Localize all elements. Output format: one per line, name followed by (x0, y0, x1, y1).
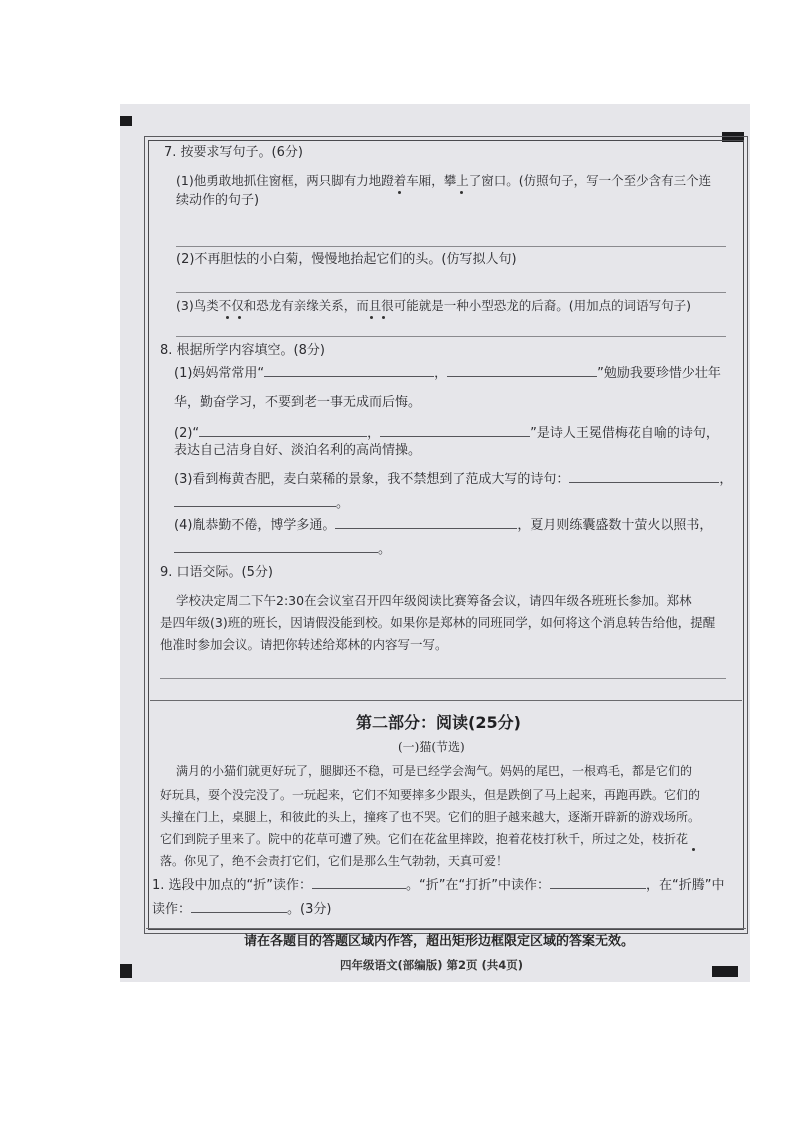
q8-part4-text-a: (4)胤恭勤不倦，博学多通。 (174, 518, 336, 533)
blank-input[interactable] (335, 516, 517, 529)
answer-area-notice: 请在各题目的答题区域内作答，超出矩形边框限定区域的答案无效。 (244, 934, 635, 949)
reading-q1-text-a: 1. 选段中加点的“折”读作： (152, 878, 313, 893)
reading-q1-line2 (152, 900, 331, 919)
blank-input[interactable] (199, 424, 367, 437)
page-footer: 四年级语文(部编版) 第2页 (共4页) (340, 958, 524, 972)
emphasis-dot (460, 191, 463, 194)
section-divider (150, 700, 742, 701)
notice-divider (146, 928, 746, 929)
passage-subtitle: (一)猫(节选) (398, 740, 465, 754)
emphasis-dot (226, 316, 229, 319)
q8-part2-text-a: (2)“ (174, 426, 200, 441)
blank-input[interactable] (569, 470, 719, 483)
registration-mark-bottom-right (712, 966, 738, 977)
q8-part3-text: (3)看到梅黄杏肥，麦白菜稀的景象，我不禁想到了范成大写的诗句： (174, 472, 570, 487)
emphasis-dot (382, 316, 385, 319)
comma: ， (719, 472, 733, 487)
blank-input[interactable] (174, 494, 336, 507)
reading-q1-text-d: 读作： (152, 902, 192, 917)
answer-line (160, 678, 726, 679)
q7-part1-line1: (1)他勇敢地抓住窗框，两只脚有力地蹬着车厢，攀上了窗口。(仿照句子，写一个至少含有三个连 (176, 173, 712, 188)
reading-q1-text-b: 。“折”在“打折”中读作： (406, 878, 550, 893)
q8-part1-text-a: (1)妈妈常常用“ (174, 366, 265, 381)
q9-line1: 学校决定周二下午2:30在会议室召开四年级阅读比赛筹备会议，请四年级各班班长参加。郑林 (176, 593, 692, 608)
registration-mark-top-left (120, 116, 132, 126)
passage-line: 头撞在门上，桌腿上，和彼此的头上，撞疼了也不哭。它们的胆子越来越大，逐渐开辟新的游戏场所。 (160, 810, 701, 824)
blank-input[interactable] (264, 364, 434, 377)
q8-part2-text-b: ”是诗人王冕借梅花自喻的诗句， (530, 426, 719, 441)
period: 。 (336, 496, 350, 511)
comma: ， (434, 366, 448, 381)
q8-part2-line1 (174, 424, 719, 443)
q7-part3: (3)鸟类不仅和恐龙有亲缘关系，而且很可能就是一种小型恐龙的后裔。(用加点的词语写句子) (176, 298, 691, 313)
q8-part4-line2 (174, 540, 391, 559)
q8-heading: 8. 根据所学内容填空。(8分) (160, 343, 325, 358)
q7-part1-line2: 续动作的句子) (176, 193, 260, 208)
blank-input[interactable] (550, 876, 646, 889)
passage-line: 落。你见了，绝不会责打它们，它们是那么生气勃勃，天真可爱！ (160, 854, 509, 868)
q8-part3-line2 (174, 494, 349, 513)
blank-input[interactable] (312, 876, 406, 889)
answer-line (176, 292, 726, 293)
emphasis-dot (370, 316, 373, 319)
reading-q1-text-e: 。(3分) (287, 902, 332, 917)
passage-line: 它们到院子里来了。院中的花草可遭了殃。它们在花盆里摔跤，抱着花枝打秋千，所过之处，枝折花 (160, 832, 689, 846)
q9-line2: 是四年级(3)班的班长，因请假没能到校。如果你是郑林的同班同学，如何将这个消息转告给他，提醒 (160, 615, 716, 630)
blank-input[interactable] (447, 364, 597, 377)
emphasis-dot (238, 316, 241, 319)
blank-input[interactable] (191, 900, 287, 913)
blank-input[interactable] (174, 540, 378, 553)
q8-part1-line1 (174, 364, 721, 383)
reading-q1-line1 (152, 876, 724, 895)
period: 。 (378, 542, 392, 557)
answer-line (176, 246, 726, 247)
blank-input[interactable] (380, 424, 530, 437)
q8-part3-line1 (174, 470, 732, 489)
registration-mark-bottom-left (120, 964, 132, 978)
q9-heading: 9. 口语交际。(5分) (160, 565, 273, 580)
q7-part2: (2)不再胆怯的小白菊，慢慢地抬起它们的头。(仿写拟人句) (176, 252, 517, 267)
q8-part4-text-b: ，夏月则练囊盛数十萤火以照书， (517, 518, 713, 533)
q8-part1-text-b: ”勉励我要珍惜少壮年 (597, 366, 721, 381)
passage-line: 满月的小猫们就更好玩了，腿脚还不稳，可是已经学会淘气。妈妈的尾巴，一根鸡毛，都是它们的 (176, 764, 693, 778)
emphasis-dot (398, 191, 401, 194)
emphasis-dot (692, 848, 695, 851)
reading-q1-text-c: ，在“折腾”中 (645, 878, 725, 893)
q9-line3: 他准时参加会议。请把你转述给郑林的内容写一写。 (160, 637, 448, 652)
passage-line: 好玩具，耍个没完没了。一玩起来，它们不知要摔多少跟头，但是跌倒了马上起来，再跑再跌。它们的 (160, 788, 701, 802)
q8-part1-line2: 华，勤奋学习，不要到老一事无成而后悔。 (174, 395, 422, 410)
answer-line (176, 336, 726, 337)
q8-part4-line1 (174, 516, 712, 535)
comma: ， (367, 426, 381, 441)
q7-heading: 7. 按要求写句子。(6分) (164, 145, 303, 160)
part2-title: 第二部分：阅读(25分) (356, 713, 521, 732)
q8-part2-line2: 表达自己洁身自好、淡泊名利的高尚情操。 (174, 443, 422, 458)
